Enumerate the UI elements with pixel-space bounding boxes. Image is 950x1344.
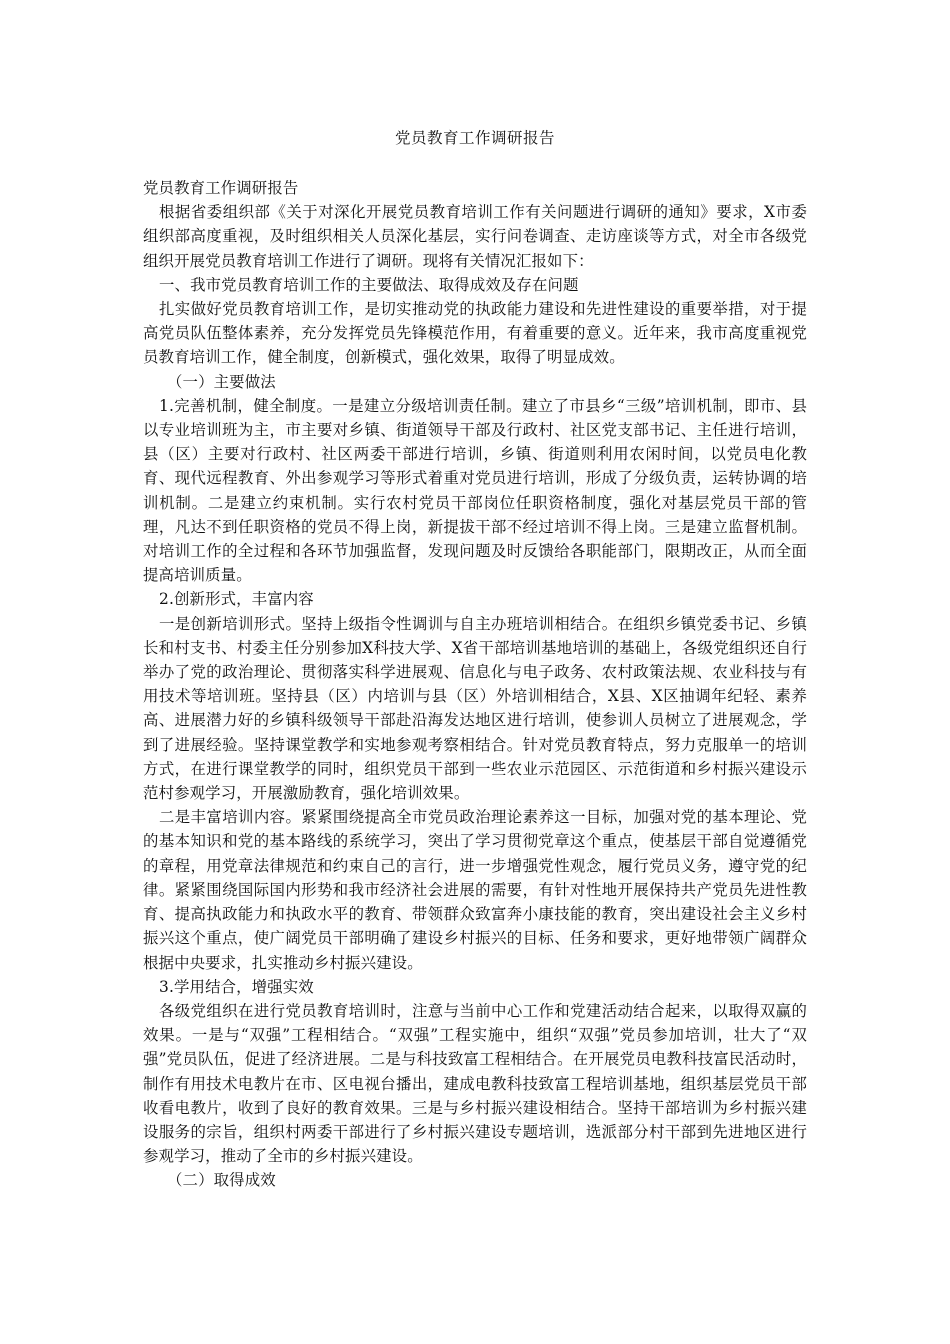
document-title: 党员教育工作调研报告 <box>394 129 555 147</box>
paragraph: 1.完善机制，健全制度。一是建立分级培训责任制。建立了市县乡“三级”培训机制，即市、县以专业培训班为主，市主要对乡镇、街道领导干部及行政村、社区党支部书记、主任进行培训，县（区）主要对行政村、社区两委干部进行培训，乡镇、街道则利用农闲时间，以党员电化教育、现代远程教育、外出参观学习等形式着重对党员进行培训，形成了分级负责，运转协调的培训机制。二是建立约束机制。实行农村党员干部岗位任职资格制度，强化对基层党员干部的管理，凡达不到任职资格的党员不得上岗，新提拔干部不经过培训不得上岗。三是建立监督机制。对培训工作的全过程和各环节加强监督，发现问题及时反馈给各职能部门，限期改正，从而全面提高培训质量。 <box>143 396 807 585</box>
paragraph: 2.创新形式，丰富内容 <box>159 590 314 609</box>
paragraph: 一、我市党员教育培训工作的主要做法、取得成效及存在问题 <box>159 275 579 294</box>
paragraph: 一是创新培训形式。坚持上级指令性调训与自主办班培训相结合。在组织乡镇党委书记、乡镇长和村支书、村委主任分别参加X科技大学、X省干部培训基地培训的基础上，各级党组织还自行举办了党的政治理论、贯彻落实科学进展观、信息化与电子政务、农村政策法规、农业科技与有用技术等培训班。坚持县（区）内培训与县（区）外培训相结合，X县、X区抽调年纪轻、素养高、进展潜力好的乡镇科级领导干部赴沿海发达地区进行培训，使参训人员树立了进展观念，学到了进展经验。坚持课堂教学和实地参观考察相结合。针对党员教育特点，努力克服单一的培训方式，在进行课堂教学的同时，组织党员干部到一些农业示范园区、示范街道和乡村振兴建设示范村参观学习，开展激励教育，强化培训效果。 <box>143 614 807 803</box>
document-subtitle: 党员教育工作调研报告 <box>143 179 299 197</box>
document-body <box>143 176 807 1193</box>
paragraph: 扎实做好党员教育培训工作，是切实推动党的执政能力建设和先进性建设的重要举措，对于提高党员队伍整体素养，充分发挥党员先锋模范作用，有着重要的意义。近年来，我市高度重视党员教育培训工作，健全制度，创新模式，强化效果，取得了明显成效。 <box>143 300 807 367</box>
paragraph: （一）主要做法 <box>167 372 276 391</box>
paragraph: 根据省委组织部《关于对深化开展党员教育培训工作有关问题进行调研的通知》要求，X市委组织部高度重视，及时组织相关人员深化基层，实行问卷调查、走访座谈等方式，对全市各级党组织开展党员教育培训工作进行了调研。现将有关情况汇报如下： <box>143 203 807 270</box>
paragraph: 3.学用结合，增强实效 <box>159 977 314 996</box>
paragraph: 二是丰富培训内容。紧紧围绕提高全市党员政治理论素养这一目标，加强对党的基本理论、党的基本知识和党的基本路线的系统学习，突出了学习贯彻党章这个重点，使基层干部自觉遵循党的章程，用党章法律规范和约束自己的言行，进一步增强党性观念，履行党员义务，遵守党的纪律。紧紧围绕国际国内形势和我市经济社会进展的需要，有针对性地开展保持共产党员先进性教育、提高执政能力和执政水平的教育、带领群众致富奔小康技能的教育，突出建设社会主义乡村振兴这个重点，使广阔党员干部明确了建设乡村振兴的目标、任务和要求，更好地带领广阔群众根据中央要求，扎实推动乡村振兴建设。 <box>143 808 807 972</box>
paragraph: 各级党组织在进行党员教育培训时，注意与当前中心工作和党建活动结合起来，以取得双赢的效果。一是与“双强”工程相结合。“双强”工程实施中，组织“双强”党员参加培训，壮大了“双强”党员队伍，促进了经济进展。二是与科技致富工程相结合。在开展党员电教科技富民活动时，制作有用技术电教片在市、区电视台播出，建成电教科技致富工程培训基地，组织基层党员干部收看电教片，收到了良好的教育效果。三是与乡村振兴建设相结合。坚持干部培训为乡村振兴建设服务的宗旨，组织村两委干部进行了乡村振兴建设专题培训，选派部分村干部到先进地区进行参观学习，推动了全市的乡村振兴建设。 <box>143 1001 807 1166</box>
paragraph: （二）取得成效 <box>167 1171 276 1190</box>
